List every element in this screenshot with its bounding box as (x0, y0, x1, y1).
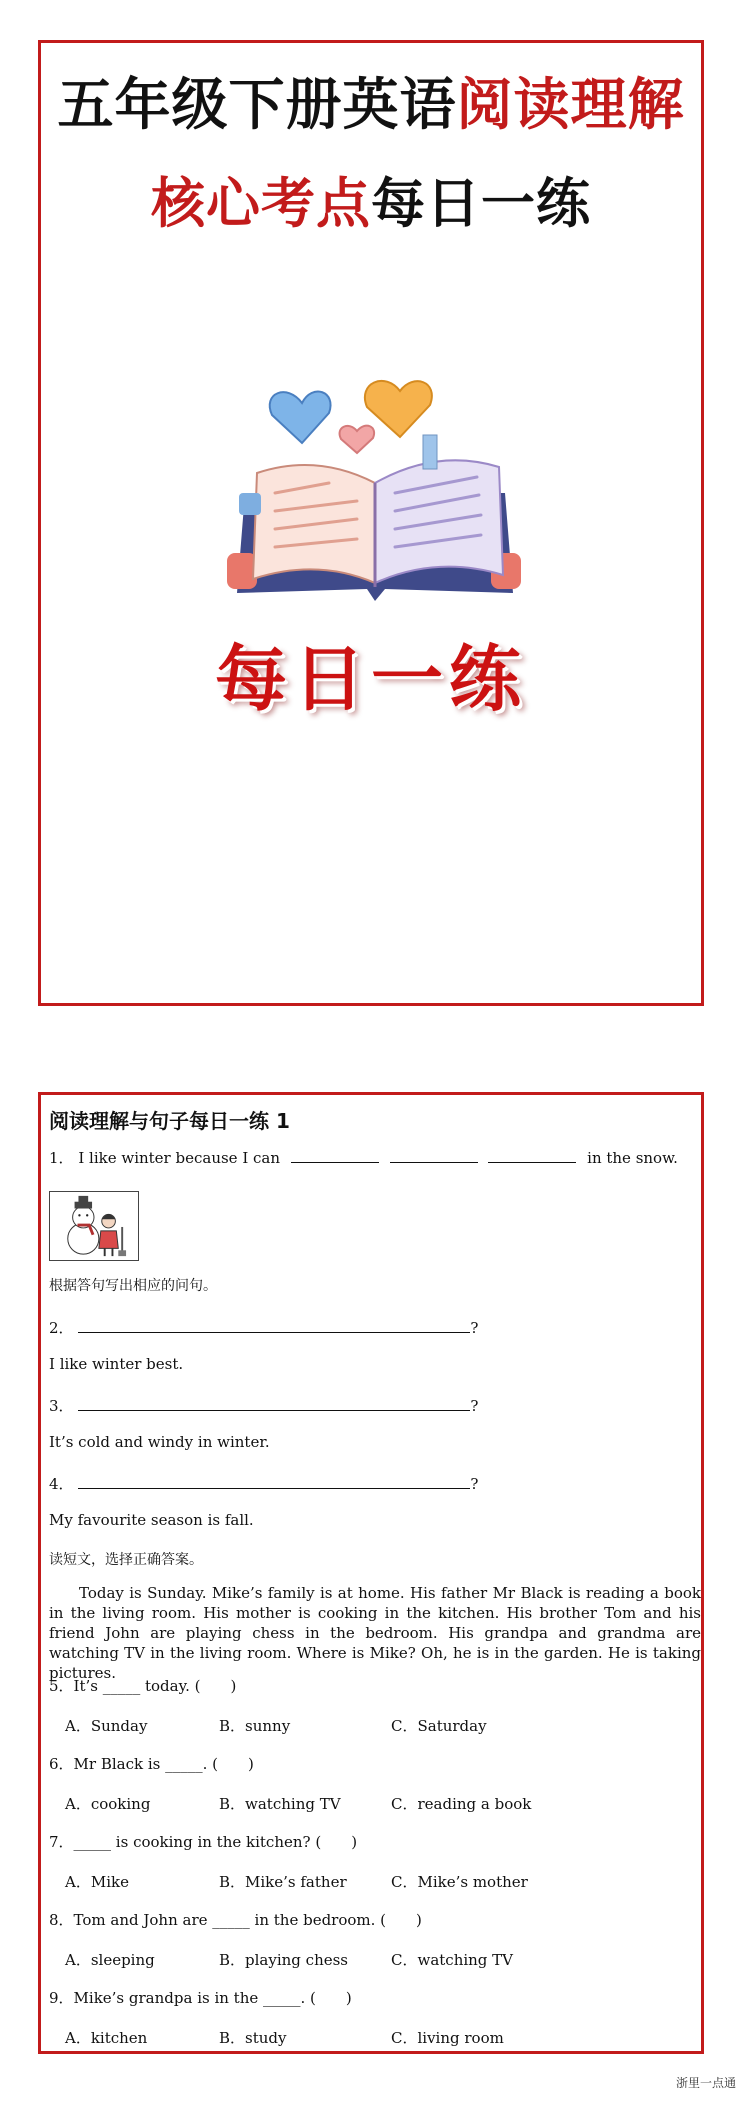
question-7-option-c[interactable]: C．Mike’s mother (391, 1873, 528, 1891)
question-7-stem: 7．_____ is cooking in the kitchen? ( ) (49, 1833, 358, 1851)
answer-sentence-3: It’s cold and windy in winter. (49, 1433, 270, 1451)
question-6-option-c[interactable]: C．reading a book (391, 1795, 532, 1813)
answer-blank[interactable] (78, 1318, 470, 1333)
question-6-option-b[interactable]: B．watching TV (219, 1795, 341, 1813)
cover-subtitle (41, 161, 701, 238)
question-1-text: I like winter because I can (78, 1149, 281, 1167)
question-8-option-b[interactable]: B．playing chess (219, 1951, 349, 1969)
question-9-option-a[interactable]: A．kitchen (65, 2029, 148, 2047)
answer-blank[interactable] (488, 1148, 576, 1163)
question-5-option-b[interactable]: B．sunny (219, 1717, 291, 1735)
question-3-number: 3． (49, 1397, 74, 1415)
question-7-option-a[interactable]: A．Mike (65, 1873, 129, 1891)
worksheet-page (38, 1092, 704, 2054)
instruction-choose-answers: 读短文，选择正确答案。 (49, 1552, 203, 1568)
question-6-stem: 6．Mr Black is _____. ( ) (49, 1755, 254, 1773)
snowman-picture-icon (49, 1191, 139, 1261)
question-5-stem: 5．It’s _____ today. ( ) (49, 1677, 237, 1695)
question-mark: ? (470, 1397, 479, 1415)
question-1-end: in the snow. (587, 1149, 678, 1167)
question-8-option-c[interactable]: C．watching TV (391, 1951, 514, 1969)
cover-page (38, 40, 704, 1006)
question-1-number: 1． (49, 1149, 74, 1167)
footer-watermark: 浙里一点通 (675, 2076, 736, 2090)
orange-heart-icon (365, 381, 432, 437)
question-5-option-a[interactable]: A．Sunday (65, 1717, 148, 1735)
daily-practice-badge: 每日一练 (214, 637, 527, 721)
question-3 (49, 1395, 478, 1416)
question-2-number: 2． (49, 1319, 74, 1337)
answer-blank[interactable] (78, 1474, 470, 1489)
cover-subtitle-part2: 每日一练 (371, 172, 591, 235)
question-8-stem: 8．Tom and John are _____ in the bedroom. ( ) (49, 1911, 422, 1929)
cover-subtitle-part1: 核心考点 (151, 172, 371, 235)
pink-heart-icon (340, 426, 375, 453)
answer-sentence-4: My favourite season is fall. (49, 1511, 254, 1529)
cover-title (41, 61, 701, 141)
question-4-number: 4． (49, 1475, 74, 1493)
open-book-icon (217, 343, 527, 603)
reading-passage: Today is Sunday. Mike’s family is at home. His father Mr Black is reading a book in the living room. His mother is cooking in the kitchen. His brother Tom and his friend John are playing chess in the bedroom. His grandpa and grandma are watching TV in the living room. Where is Mike? Oh, he is in the garden. He is taking pictures. (49, 1584, 701, 1682)
question-7-option-b[interactable]: B．Mike’s father (219, 1873, 347, 1891)
answer-blank[interactable] (78, 1396, 470, 1411)
question-1 (49, 1147, 678, 1168)
question-4 (49, 1473, 478, 1494)
question-5-option-c[interactable]: C．Saturday (391, 1717, 487, 1735)
answer-blank[interactable] (390, 1148, 478, 1163)
question-2 (49, 1317, 478, 1338)
cover-title-part1: 五年级下册英语 (57, 73, 457, 138)
question-mark: ? (470, 1475, 479, 1493)
question-8-option-a[interactable]: A．sleeping (65, 1951, 155, 1969)
question-mark: ? (470, 1319, 479, 1337)
worksheet-title: 阅读理解与句子每日一练 1 (49, 1109, 290, 1133)
question-6-option-a[interactable]: A．cooking (65, 1795, 151, 1813)
answer-blank[interactable] (291, 1148, 379, 1163)
question-9-option-c[interactable]: C．living room (391, 2029, 504, 2047)
blue-heart-icon (270, 392, 331, 443)
cover-title-part2: 阅读理解 (456, 73, 685, 138)
answer-sentence-2: I like winter best. (49, 1355, 184, 1373)
instruction-write-questions: 根据答句写出相应的问句。 (49, 1278, 217, 1294)
question-9-stem: 9．Mike’s grandpa is in the _____. ( ) (49, 1989, 352, 2007)
question-9-option-b[interactable]: B．study (219, 2029, 287, 2047)
